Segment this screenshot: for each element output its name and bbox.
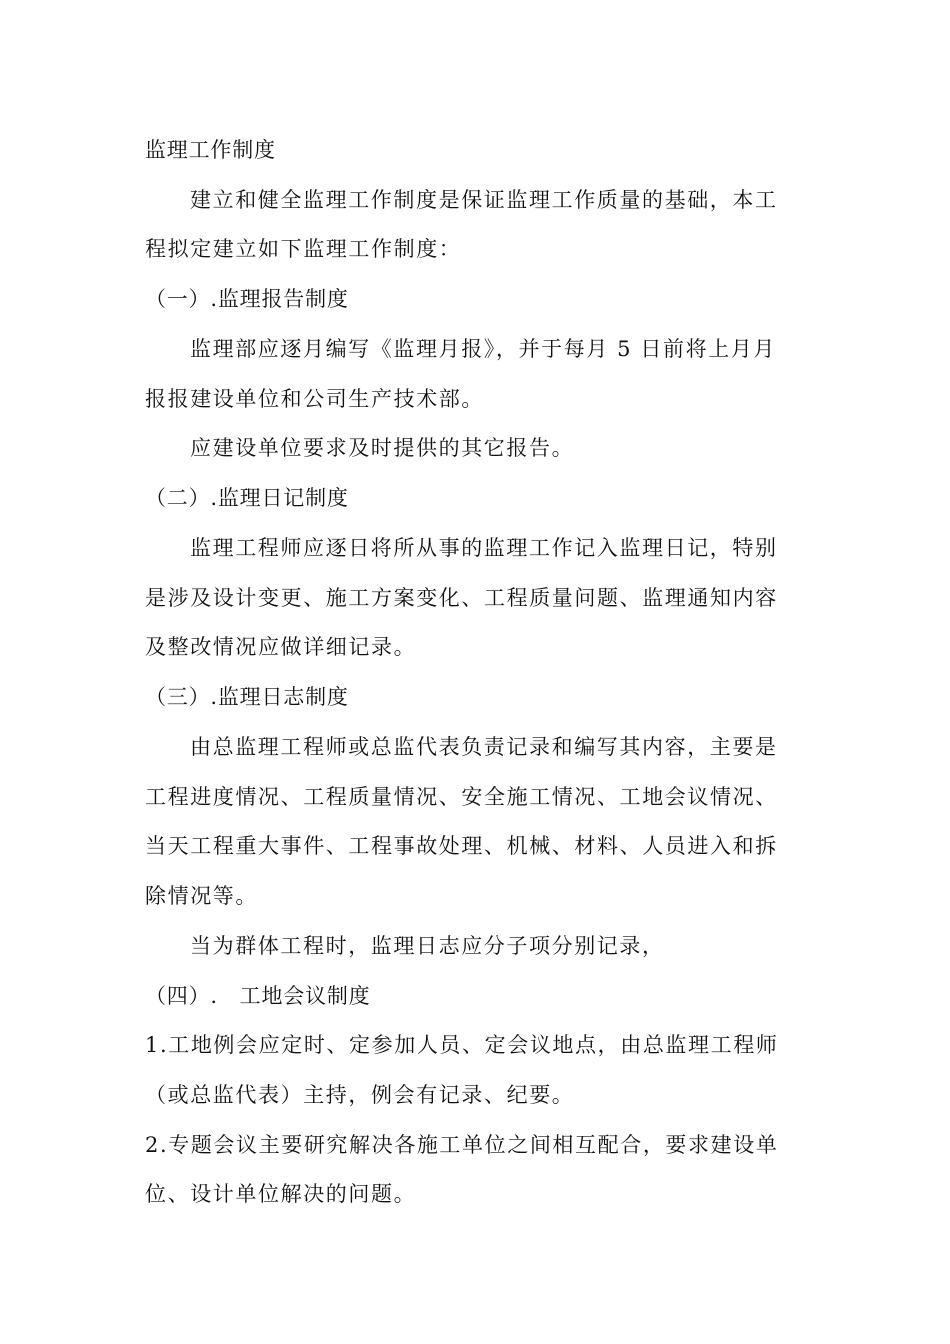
- section-4-heading: （四）. 工地会议制度: [145, 984, 371, 1008]
- intro-line-2: 程拟定建立如下监理工作制度：: [145, 237, 462, 261]
- section-3-paragraph-line-4: 除情况等。: [145, 884, 258, 908]
- section-1-heading: （一）.监理报告制度: [145, 287, 349, 311]
- section-4-item-2-line-1: 2.专题会议主要研究解决各施工单位之间相互配合，要求建设单: [145, 1133, 779, 1157]
- section-3-paragraph-line-1: 由总监理工程师或总监代表负责记录和编写其内容，主要是: [190, 735, 778, 759]
- section-4-item-2-line-2: 位、设计单位解决的问题。: [145, 1182, 417, 1206]
- section-2-paragraph-line-1: 监理工程师应逐日将所从事的监理工作记入监理日记，特别: [190, 536, 778, 560]
- intro-line-1: 建立和健全监理工作制度是保证监理工作质量的基础，本工: [190, 188, 778, 212]
- section-1-paragraph-2: 应建设单位要求及时提供的其它报告。: [190, 436, 575, 460]
- section-3-paragraph-line-2: 工程进度情况、工程质量情况、安全施工情况、工地会议情况、: [145, 785, 778, 809]
- section-4-item-1-line-1: 1.工地例会应定时、定参加人员、定会议地点，由总监理工程师: [145, 1033, 779, 1057]
- section-3-paragraph-2: 当为群体工程时，监理日志应分子项分别记录，: [190, 934, 665, 958]
- section-3-paragraph-line-3: 当天工程重大事件、工程事故处理、机械、材料、人员进入和拆: [145, 834, 778, 858]
- section-2-heading: （二）.监理日记制度: [145, 486, 349, 510]
- section-4-item-1-line-2: （或总监代表）主持，例会有记录、纪要。: [145, 1083, 575, 1107]
- section-2-paragraph-line-3: 及整改情况应做详细记录。: [145, 635, 417, 659]
- document-title: 监理工作制度: [145, 138, 276, 162]
- section-1-paragraph-1-line-2: 报报建设单位和公司生产技术部。: [145, 387, 484, 411]
- section-1-paragraph-1-line-1: 监理部应逐月编写《监理月报》，并于每月 5 日前将上月月: [190, 337, 777, 361]
- section-2-paragraph-line-2: 是涉及设计变更、施工方案变化、工程质量问题、监理通知内容: [145, 586, 778, 610]
- section-3-heading: （三）.监理日志制度: [145, 685, 349, 709]
